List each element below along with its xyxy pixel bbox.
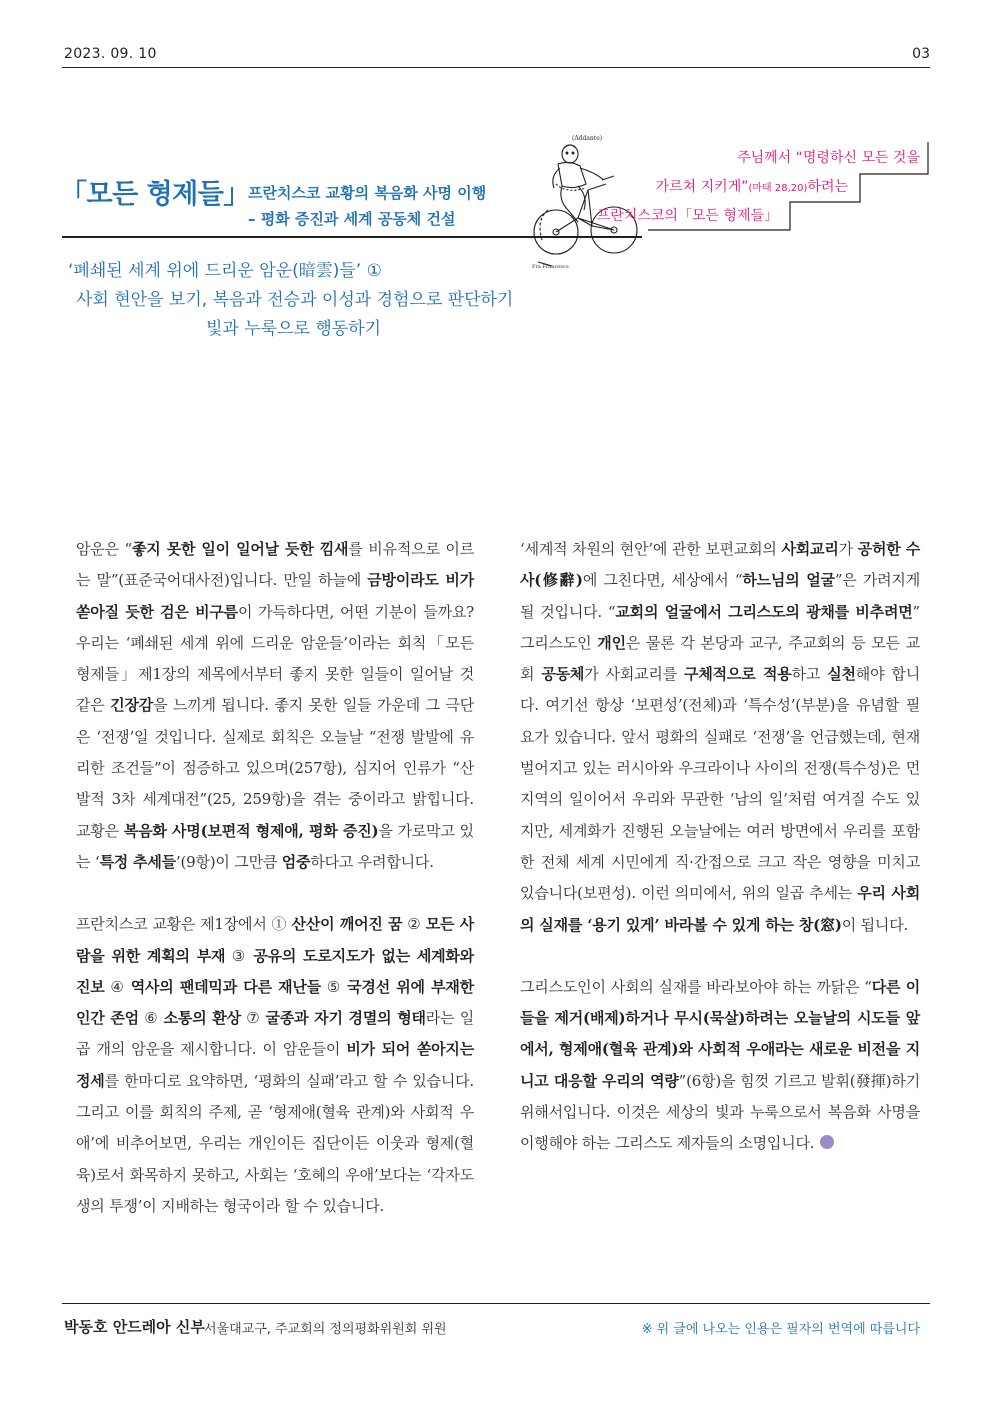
emphasis-text: 굴종과 자기 경멸의 형태	[265, 1009, 426, 1028]
header-rule	[62, 67, 930, 68]
emphasis-text: 공유의 도로지도가 없는 세계화와 진보	[76, 946, 474, 996]
subhead-2: 사회 현안을 보기, 복음과 전승과 이성과 경험으로 판단하기	[76, 290, 514, 310]
subhead-3: 빛과 누룩으로 행동하기	[206, 319, 382, 339]
closing-paragraph-text: 그리스도인이 사회의 실재를 바라보아야 하는 까닭은 “다른 이들을 제거(배제)하거나 무시(묵살)하려는 오늘날의 시도들 앞에서, 형제애(혈육 관계)와 사회적 우애라는 새로운 비전을 지니고 대응할 우리의 역량”(6항)을 힘껏 기르고 발휘(發揮)하기 위해서입니다. 이것은 세상의 빛과 누룩으로서 복음화 사명을 이행해야 하는 그리스도 제자들의 소명입니다.	[520, 977, 920, 1153]
series-title: 「모든 형제들」	[60, 179, 250, 210]
series-subtitle-line-2: – 평화 증진과 세계 공동체 건설	[248, 210, 456, 228]
emphasis-text: 다른 이들을 제거(배제)하거나 무시(묵살)하려는 오늘날의 시도들 앞에서, 형제애(혈육 관계)와 사회적 우애라는 새로운 비전을 지니고 대응할 우리의 역량	[520, 977, 920, 1090]
emphasis-text: 모든 사람을 위한 계획의 부재	[76, 915, 474, 965]
series-subtitle	[248, 180, 486, 232]
quote-line-2	[656, 176, 848, 196]
emphasis-text: 하느님의 얼굴	[742, 571, 835, 590]
quote-line-2-text: 가르쳐 지키게”	[655, 179, 749, 195]
emphasis-text: 소통의 환상	[163, 1009, 241, 1028]
emphasis-text: 공허한 수사(修辭)	[520, 540, 921, 590]
series-subtitle-line-1: 프란치스코 교황의 복음화 사명 이행	[248, 184, 487, 202]
author-role: 서울대교구, 주교회의 정의평화위원회 위원	[204, 1322, 447, 1337]
end-mark-icon	[820, 1135, 834, 1149]
quote-box	[596, 142, 930, 232]
translation-note: ※ 위 글에 나오는 인용은 필자의 번역에 따릅니다	[641, 1322, 920, 1337]
emphasis-text: 실천	[827, 665, 856, 684]
illustration-caption-top: (Addante)	[572, 135, 603, 142]
emphasis-text: 비가 되어 쏟아지는 정세	[76, 1040, 474, 1090]
quote-line-1: 주님께서 “명령하신 모든 것을	[737, 150, 920, 166]
emphasis-text: 구체적으로 적용	[684, 665, 792, 684]
article-column-right	[520, 534, 920, 1191]
emphasis-text: 공동체	[541, 665, 585, 684]
illustration-caption-bottom: Fra Francesco	[532, 264, 569, 270]
body-paragraph: ‘세계적 차원의 현안’에 관한 보편교회의 사회교리가 공허한 수사(修辭)에 그친다면, 세상에서 “하느님의 얼굴”은 가려지게 될 것입니다. “교회의 얼굴에서 그리스도의 광채를 비추려면” 그리스도인 개인은 물론 각 본당과 교구, 주교회의 등 모든 교회 공동체가 사회교리를 구체적으로 적용하고 실천해야 합니다. 여기선 항상 ‘보편성’(전체)과 ‘특수성’(부분)을 유념할 필요가 있습니다. 앞서 평화의 실패로 ‘전쟁’을 언급했는데, 현재 벌어지고 있는 러시아와 우크라이나 사이의 전쟁(특수성)은 먼 지역의 일이어서 우리와 무관한 ‘남의 일’처럼 여겨질 수도 있지만, 세계화가 진행된 오늘날에는 여러 방면에서 우리를 포함한 전체 세계 시민에게 직·간접으로 크고 작은 영향을 미치고 있습니다(보편성). 이런 의미에서, 위의 일곱 추세는 우리 사회의 실재를 ‘용기 있게’ 바라볼 수 있게 하는 창(窓)이 됩니다.	[520, 540, 921, 934]
quote-scripture-ref: (마태 28,20)	[748, 183, 808, 194]
emphasis-text: 우리 사회의 실재를 ‘용기 있게’ 바라볼 수 있게 하는 창(窓)	[520, 884, 920, 934]
emphasis-text: 긴장감	[110, 696, 154, 715]
emphasis-text: 개인	[597, 633, 626, 652]
emphasis-text: 특정 추세들	[99, 852, 176, 871]
emphasis-text: 역사의 팬데믹과 다른 재난들	[130, 977, 321, 996]
article-column-left	[76, 534, 474, 1253]
emphasis-text: 국경선 위에 부재한 인간 존엄	[76, 977, 474, 1028]
emphasis-text: 좋지 못한 일이 일어날 듯한 낌새	[132, 540, 349, 558]
page-number: 03	[912, 46, 930, 62]
body-paragraph: 암운은 “좋지 못한 일이 일어날 듯한 낌새를 비유적으로 이르는 말”(표준국어대사전)입니다. 만일 하늘에 금방이라도 비가 쏟아질 듯한 검은 비구름이 가득하다면, 어떤 기분이 들까요? 우리는 ‘폐쇄된 세계 위에 드리운 암운들’이라는 회칙「모든 형제들」제1장의 제목에서부터 좋지 못한 일들이 일어날 것 같은 긴장감을 느끼게 됩니다. 좋지 못한 일들 가운데 그 극단은 ‘전쟁’일 것입니다. 실제로 회칙은 오늘날 “전쟁 발발에 유리한 조건들”이 점증하고 있으며(257항), 심지어 인류가 “산발적 3차 세계대전”(25, 259항)을 겪는 중이라고 밝힙니다. 교황은 복음화 사명(보편적 형제애, 평화 증진)을 가로막고 있는 ‘특정 추세들’(9항)이 그만큼 엄중하다고 우려합니다.	[76, 540, 475, 871]
body-paragraph	[520, 972, 920, 1160]
emphasis-text: 교회의 얼굴에서 그리스도의 광채를 비추려면	[615, 602, 913, 621]
emphasis-text: 엄중	[281, 852, 311, 871]
quote-line-2-tail: 하려는	[807, 179, 848, 195]
quote-line-3: 프란치스코의「모든 형제들」	[596, 208, 778, 224]
subhead-1: ‘폐쇄된 세계 위에 드리운 암운(暗雲)들’ ①	[68, 261, 382, 281]
emphasis-text: 사회교리	[781, 540, 839, 558]
emphasis-text: 복음화 사명(보편적 형제애, 평화 증진)	[123, 821, 379, 840]
emphasis-text: 산산이 깨어진 꿈	[291, 915, 403, 934]
footer-rule	[62, 1303, 930, 1304]
friar-on-bicycle-illustration	[528, 126, 642, 276]
body-paragraph: 프란치스코 교황은 제1장에서 ① 산산이 깨어진 꿈 ② 모든 사람을 위한 계획의 부재 ③ 공유의 도로지도가 없는 세계화와 진보 ④ 역사의 팬데믹과 다른 재난들 ⑤ 국경선 위에 부재한 인간 존엄 ⑥ 소통의 환상 ⑦ 굴종과 자기 경멸의 형태라는 일곱 개의 암운을 제시합니다. 이 암운들이 비가 되어 쏟아지는 정세를 한마디로 요약하면, ‘평화의 실패’라고 할 수 있습니다. 그리고 이를 회칙의 주제, 곧 ‘형제애(혈육 관계)와 사회적 우애’에 비추어보면, 우리는 개인이든 집단이든 이웃과 형제(혈육)로서 화목하지 못하고, 사회는 ‘호혜의 우애’보다는 ‘각자도생의 투쟁’이 지배하는 형국이라 할 수 있습니다.	[76, 915, 474, 1215]
emphasis-text: 금방이라도 비가 쏟아질 듯한 검은 비구름	[76, 571, 474, 621]
author-name: 박동호 안드레아 신부	[64, 1318, 205, 1336]
issue-date: 2023. 09. 10	[64, 46, 157, 62]
